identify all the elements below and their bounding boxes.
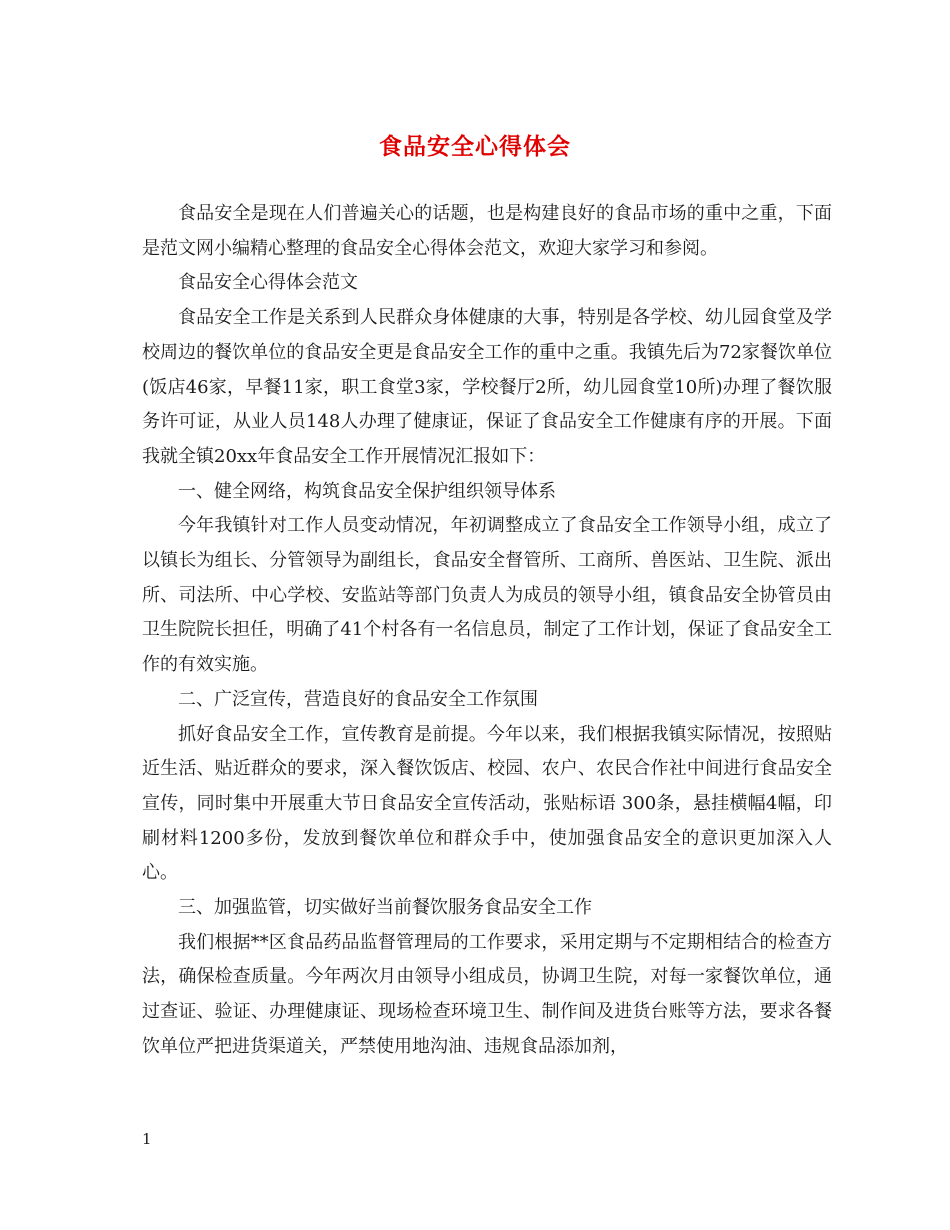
body-paragraph: 今年我镇针对工作人员变动情况，年初调整成立了食品安全工作领导小组，成立了以镇长为组长、分管领导为副组长，食品安全督管所、工商所、兽医站、卫生院、派出所、司法所、中心学校、安监站等部门负责人为成员的领导小组，镇食品安全协管员由卫生院院长担任，明确了41个村各有一名信息员，制定了工作计划，保证了食品安全工作的有效实施。 (142, 515, 832, 676)
section-heading-1: 一、健全网络，构筑食品安全保护组织领导体系 (178, 480, 556, 502)
section-heading-3: 三、加强监管，切实做好当前餐饮服务食品安全工作 (178, 897, 592, 919)
document-title: 食品安全心得体会 (379, 133, 571, 160)
intro-paragraph: 食品安全是现在人们普遍关心的话题，也是构建良好的食品市场的重中之重，下面是范文网小编精心整理的食品安全心得体会范文，欢迎大家学习和参阅。 (142, 203, 832, 259)
page-number: 1 (142, 1130, 152, 1148)
body-paragraph: 抓好食品安全工作，宣传教育是前提。今年以来，我们根据我镇实际情况，按照贴近生活、贴近群众的要求，深入餐饮饭店、校园、农户、农民合作社中间进行食品安全宣传，同时集中开展重大节日食品安全宣传活动，张贴标语 300条，悬挂横幅4幅，印刷材料1200多份，发放到餐饮单位和群众手中，使加强食品安全的意识更加深入人心。 (142, 723, 832, 884)
document-body (142, 197, 832, 1065)
subtitle-paragraph: 食品安全心得体会范文 (178, 272, 358, 294)
section-heading-2: 二、广泛宣传，营造良好的食品安全工作氛围 (178, 688, 538, 710)
body-paragraph: 食品安全工作是关系到人民群众身体健康的大事，特别是各学校、幼儿园食堂及学校周边的餐饮单位的食品安全更是食品安全工作的重中之重。我镇先后为72家餐饮单位(饭店46家，早餐11家，职工食堂3家，学校餐厅2所，幼儿园食堂10所)办理了餐饮服务许可证，从业人员148人办理了健康证，保证了食品安全工作健康有序的开展。下面我就全镇20xx年食品安全工作开展情况汇报如下： (142, 307, 832, 467)
body-paragraph: 我们根据**区食品药品监督管理局的工作要求，采用定期与不定期相结合的检查方法，确保检查质量。今年两次月由领导小组成员，协调卫生院，对每一家餐饮单位，通过查证、验证、办理健康证、现场检查环境卫生、制作间及进货台账等方法，要求各餐饮单位严把进货渠道关，严禁使用地沟油、违规食品添加剂， (142, 931, 832, 1057)
